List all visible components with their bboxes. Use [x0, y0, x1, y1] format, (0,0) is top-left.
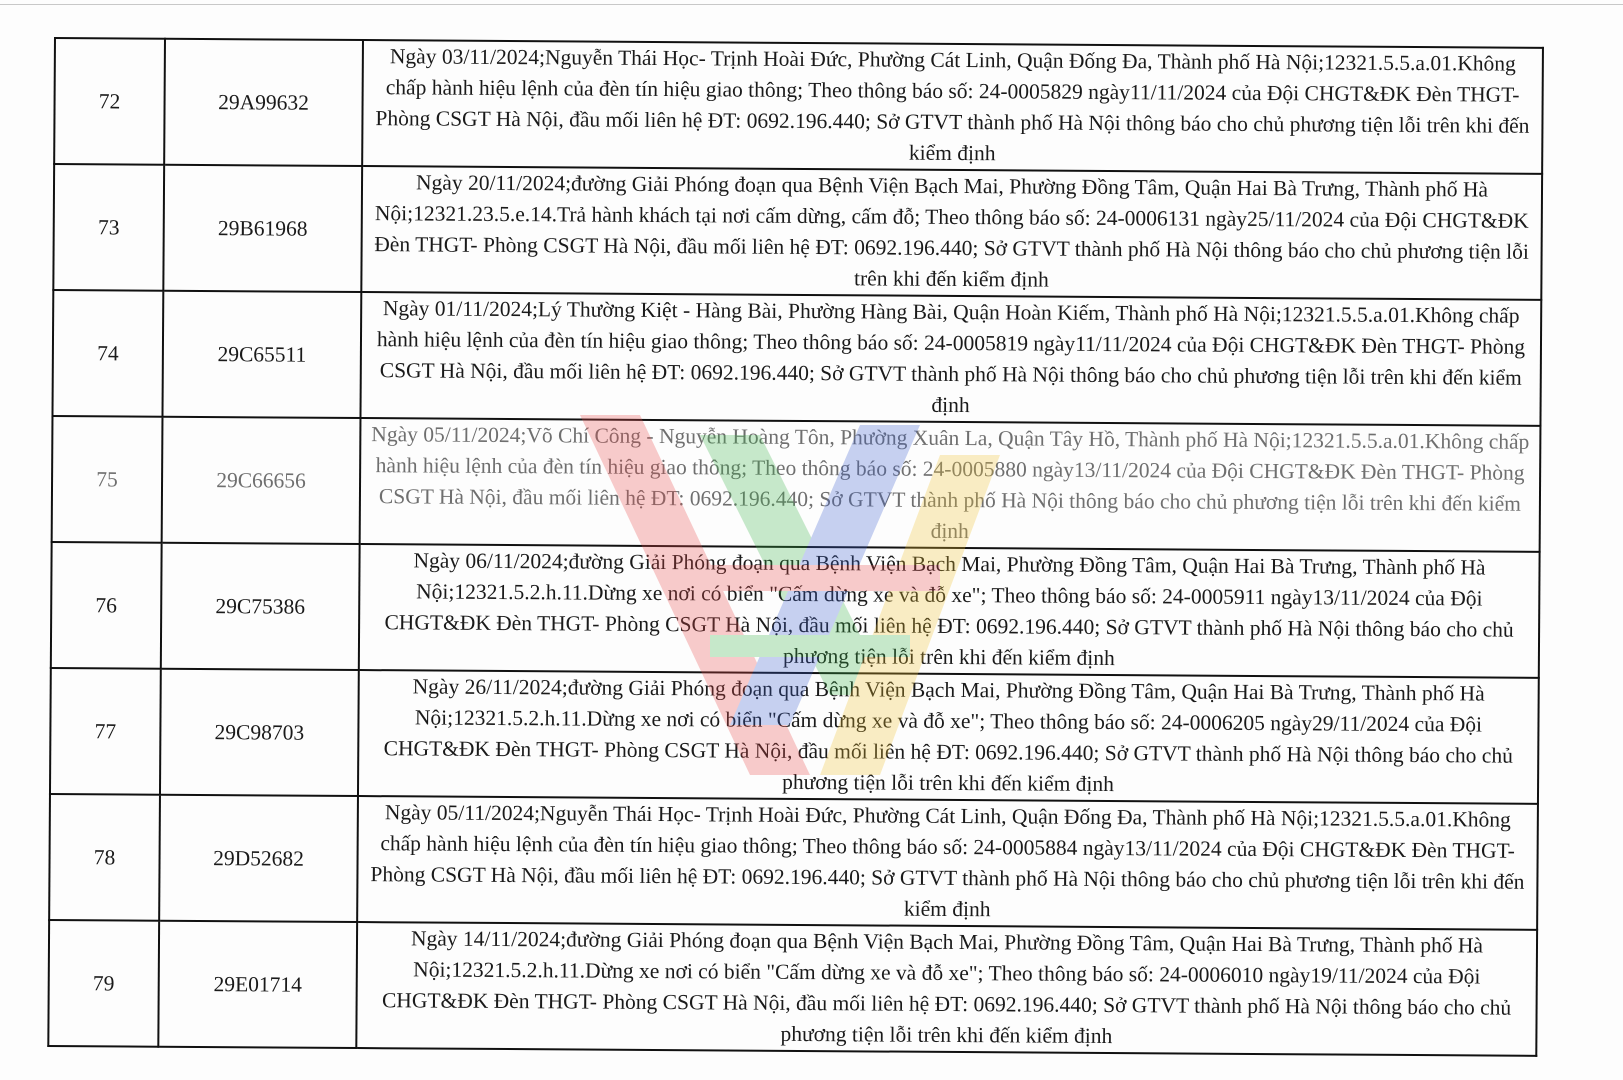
- table-row: [50, 668, 1539, 804]
- license-plate: 29C75386: [161, 543, 360, 670]
- row-number: 79: [48, 920, 159, 1047]
- violation-content: Ngày 14/11/2024;đường Giải Phóng đoạn qua Bệnh Viện Bạch Mai, Phường Đồng Tâm, Quận Hai Bà Trưng, Thành phố Hà Nội;12321.5.2.h.11.Dừng xe nơi có biển "Cấm dừng xe và đỗ xe"; Theo thông báo số: 24-0006010 ngày19/11/2024 của Đội CHGT&ĐK Đèn THGT- Phòng CSGT Hà Nội, đầu mối liên hệ ĐT: 0692.196.440; Sở GTVT thành phố Hà Nội thông báo cho chủ phương tiện lỗi trên khi đến kiểm định: [356, 922, 1537, 1056]
- table-row: [49, 794, 1538, 930]
- license-plate: 29B61968: [163, 165, 362, 292]
- row-number: 74: [52, 290, 163, 417]
- row-number: 73: [53, 164, 164, 291]
- license-plate: 29D52682: [159, 795, 358, 922]
- row-number: 78: [49, 794, 160, 921]
- page-top-edge: [0, 4, 1623, 5]
- violation-content: Ngày 26/11/2024;đường Giải Phóng đoạn qua Bệnh Viện Bạch Mai, Phường Đồng Tâm, Quận Hai Bà Trưng, Thành phố Hà Nội;12321.5.2.h.11.Dừng xe nơi có biển "Cấm dừng xe và đỗ xe"; Theo thông báo số: 24-0006205 ngày29/11/2024 của Đội CHGT&ĐK Đèn THGT- Phòng CSGT Hà Nội, đầu mối liên hệ ĐT: 0692.196.440; Sở GTVT thành phố Hà Nội thông báo cho chủ phương tiện lỗi trên khi đến kiểm định: [358, 670, 1539, 804]
- row-number: 75: [52, 416, 163, 543]
- row-number: 77: [50, 668, 161, 795]
- violations-table: [47, 37, 1544, 1057]
- table-row: [52, 416, 1541, 552]
- table-row: [54, 38, 1543, 174]
- violation-content: Ngày 01/11/2024;Lý Thường Kiệt - Hàng Bài, Phường Hàng Bài, Quận Hoàn Kiếm, Thành phố Hà Nội;12321.5.5.a.01.Không chấp hành hiệu lệnh của đèn tín hiệu giao thông; Theo thông báo số: 24-0005819 ngày11/11/2024 của Đội CHGT&ĐK Đèn THGT- Phòng CSGT Hà Nội, đầu mối liên hệ ĐT: 0692.196.440; Sở GTVT thành phố Hà Nội thông báo cho chủ phương tiện lỗi trên khi đến kiểm định: [360, 292, 1541, 426]
- violation-content: Ngày 06/11/2024;đường Giải Phóng đoạn qua Bệnh Viện Bạch Mai, Phường Đồng Tâm, Quận Hai Bà Trưng, Thành phố Hà Nội;12321.5.2.h.11.Dừng xe nơi có biển "Cấm dừng xe và đỗ xe"; Theo thông báo số: 24-0005911 ngày13/11/2024 của Đội CHGT&ĐK Đèn THGT- Phòng CSGT Hà Nội, đầu mối liên hệ ĐT: 0692.196.440; Sở GTVT thành phố Hà Nội thông báo cho chủ phương tiện lỗi trên khi đến kiểm định: [359, 544, 1540, 678]
- violation-content: Ngày 05/11/2024;Nguyễn Thái Học- Trịnh Hoài Đức, Phường Cát Linh, Quận Đống Đa, Thành phố Hà Nội;12321.5.5.a.01.Không chấp hành hiệu lệnh của đèn tín hiệu giao thông; Theo thông báo số: 24-0005884 ngày13/11/2024 của Đội CHGT&ĐK Đèn THGT- Phòng CSGT Hà Nội, đầu mối liên hệ ĐT: 0692.196.440; Sở GTVT thành phố Hà Nội thông báo cho chủ phương tiện lỗi trên khi đến kiểm định: [357, 796, 1538, 930]
- violation-content: Ngày 03/11/2024;Nguyễn Thái Học- Trịnh Hoài Đức, Phường Cát Linh, Quận Đống Đa, Thành phố Hà Nội;12321.5.5.a.01.Không chấp hành hiệu lệnh của đèn tín hiệu giao thông; Theo thông báo số: 24-0005829 ngày11/11/2024 của Đội CHGT&ĐK Đèn THGT- Phòng CSGT Hà Nội, đầu mối liên hệ ĐT: 0692.196.440; Sở GTVT thành phố Hà Nội thông báo cho chủ phương tiện lỗi trên khi đến kiểm định: [362, 40, 1543, 174]
- license-plate: 29E01714: [158, 921, 357, 1048]
- license-plate: 29C65511: [162, 291, 361, 418]
- violation-content: Ngày 20/11/2024;đường Giải Phóng đoạn qua Bệnh Viện Bạch Mai, Phường Đồng Tâm, Quận Hai Bà Trưng, Thành phố Hà Nội;12321.23.5.e.14.Trả hành khách tại nơi cấm dừng, cấm đỗ; Theo thông báo số: 24-0006131 ngày25/11/2024 của Đội CHGT&ĐK Đèn THGT- Phòng CSGT Hà Nội, đầu mối liên hệ ĐT: 0692.196.440; Sở GTVT thành phố Hà Nội thông báo cho chủ phương tiện lỗi trên khi đến kiểm định: [361, 166, 1542, 300]
- row-number: 72: [54, 38, 165, 165]
- license-plate: 29C66656: [162, 417, 361, 544]
- table-row: [48, 920, 1537, 1056]
- row-number: 76: [51, 542, 162, 669]
- license-plate: 29C98703: [160, 669, 359, 796]
- table-row: [51, 542, 1540, 678]
- license-plate: 29A99632: [164, 39, 363, 166]
- violation-content: Ngày 05/11/2024;Võ Chí Công - Nguyễn Hoàng Tôn, Phường Xuân La, Quận Tây Hồ, Thành phố Hà Nội;12321.5.5.a.01.Không chấp hành hiệu lệnh của đèn tín hiệu giao thông; Theo thông báo số: 24-0005880 ngày13/11/2024 của Đội CHGT&ĐK Đèn THGT- Phòng CSGT Hà Nội, đầu mối liên hệ ĐT: 0692.196.440; Sở GTVT thành phố Hà Nội thông báo cho chủ phương tiện lỗi trên khi đến kiểm định: [360, 418, 1541, 552]
- table-row: [52, 290, 1541, 426]
- table-row: [53, 164, 1542, 300]
